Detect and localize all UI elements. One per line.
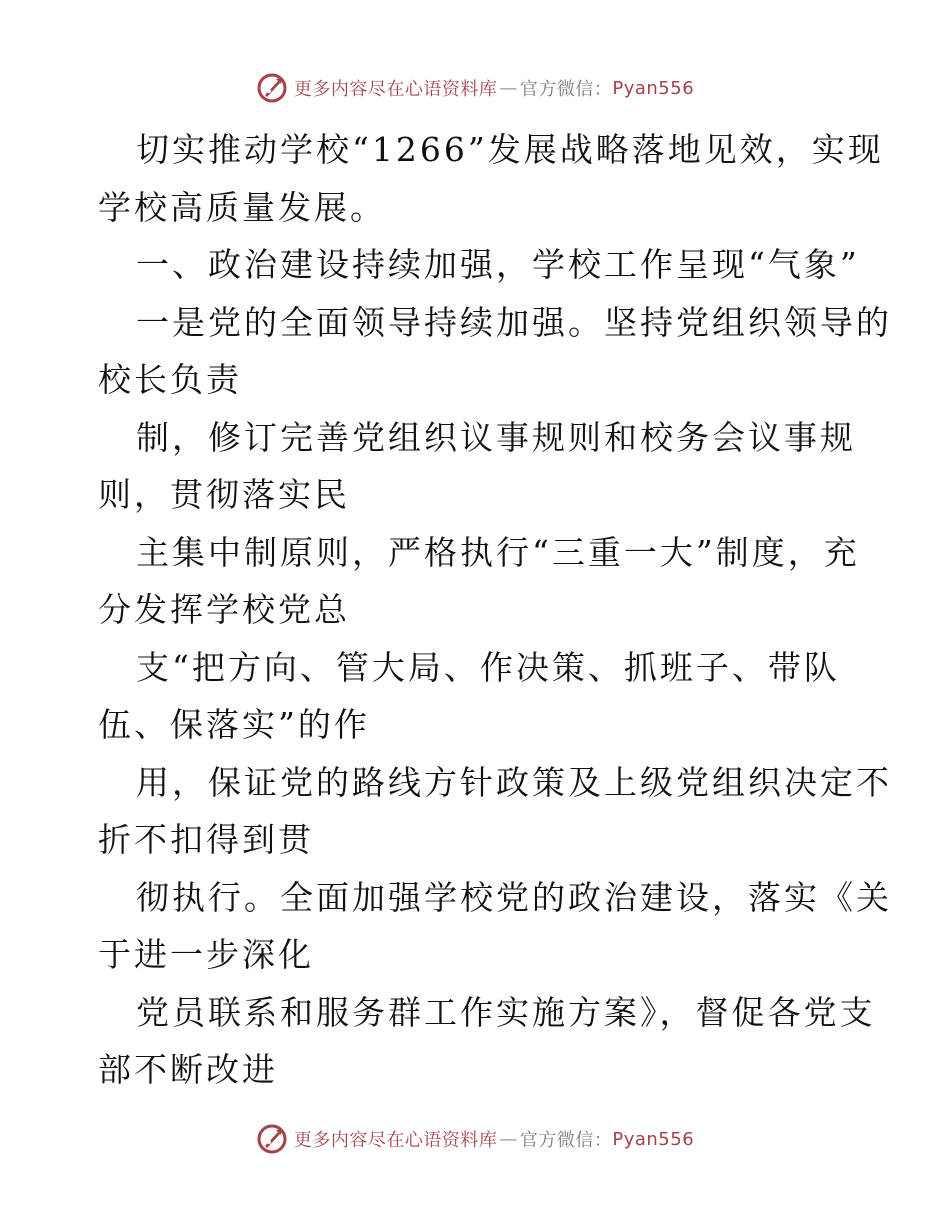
quill-logo-icon [256, 72, 288, 104]
header-banner [0, 72, 950, 104]
text-line: 则，贯彻落实民 [98, 475, 350, 514]
text-line: 学校高质量发展。 [98, 187, 386, 227]
banner-wechat-label: 官方微信： [519, 1130, 613, 1151]
text-line: 折不扣得到贯 [98, 820, 314, 859]
text-line: 用，保证党的路线方针政策及上级党组织决定不 [136, 762, 892, 802]
text-line: 彻执行。全面加强学校党的政治建设，落实《关 [136, 877, 892, 917]
banner-wechat-label: 官方微信： [519, 79, 613, 100]
banner-dash: — [499, 77, 518, 99]
banner-dash: — [499, 1128, 518, 1150]
text-line: 分发挥学校党总 [98, 590, 350, 629]
section-heading: 一、政治建设持续加强，学校工作呈现“气象” [136, 245, 860, 284]
text-line: 部不断改进 [98, 1050, 278, 1089]
document-body [98, 121, 892, 1099]
text-line: 支“把方向、管大局、作决策、抓班子、带队 [136, 647, 840, 687]
banner-brand-text: 更多内容尽在心语资料库 [293, 79, 498, 100]
text-line: 伍、保落实”的作 [98, 705, 370, 744]
text-line: 于进一步深化 [98, 935, 314, 974]
text-line: 主集中制原则，严格执行“三重一大”制度，充 [136, 532, 860, 572]
text-line: 切实推动学校“1266”发展战略落地见效，实现 [136, 130, 884, 169]
banner-brand-text: 更多内容尽在心语资料库 [293, 1130, 498, 1151]
text-line: 制，修订完善党组织议事规则和校务会议事规 [136, 417, 856, 457]
banner-wechat-id: Pyan556 [612, 77, 695, 99]
quill-logo-icon [256, 1123, 288, 1155]
text-line: 校长负责 [98, 360, 242, 399]
banner-wechat-id: Pyan556 [612, 1128, 695, 1150]
text-line: 一是党的全面领导持续加强。坚持党组织领导的 [136, 302, 892, 342]
footer-banner [0, 1123, 950, 1155]
text-line: 党员联系和服务群工作实施方案》，督促各党支 [136, 992, 876, 1032]
